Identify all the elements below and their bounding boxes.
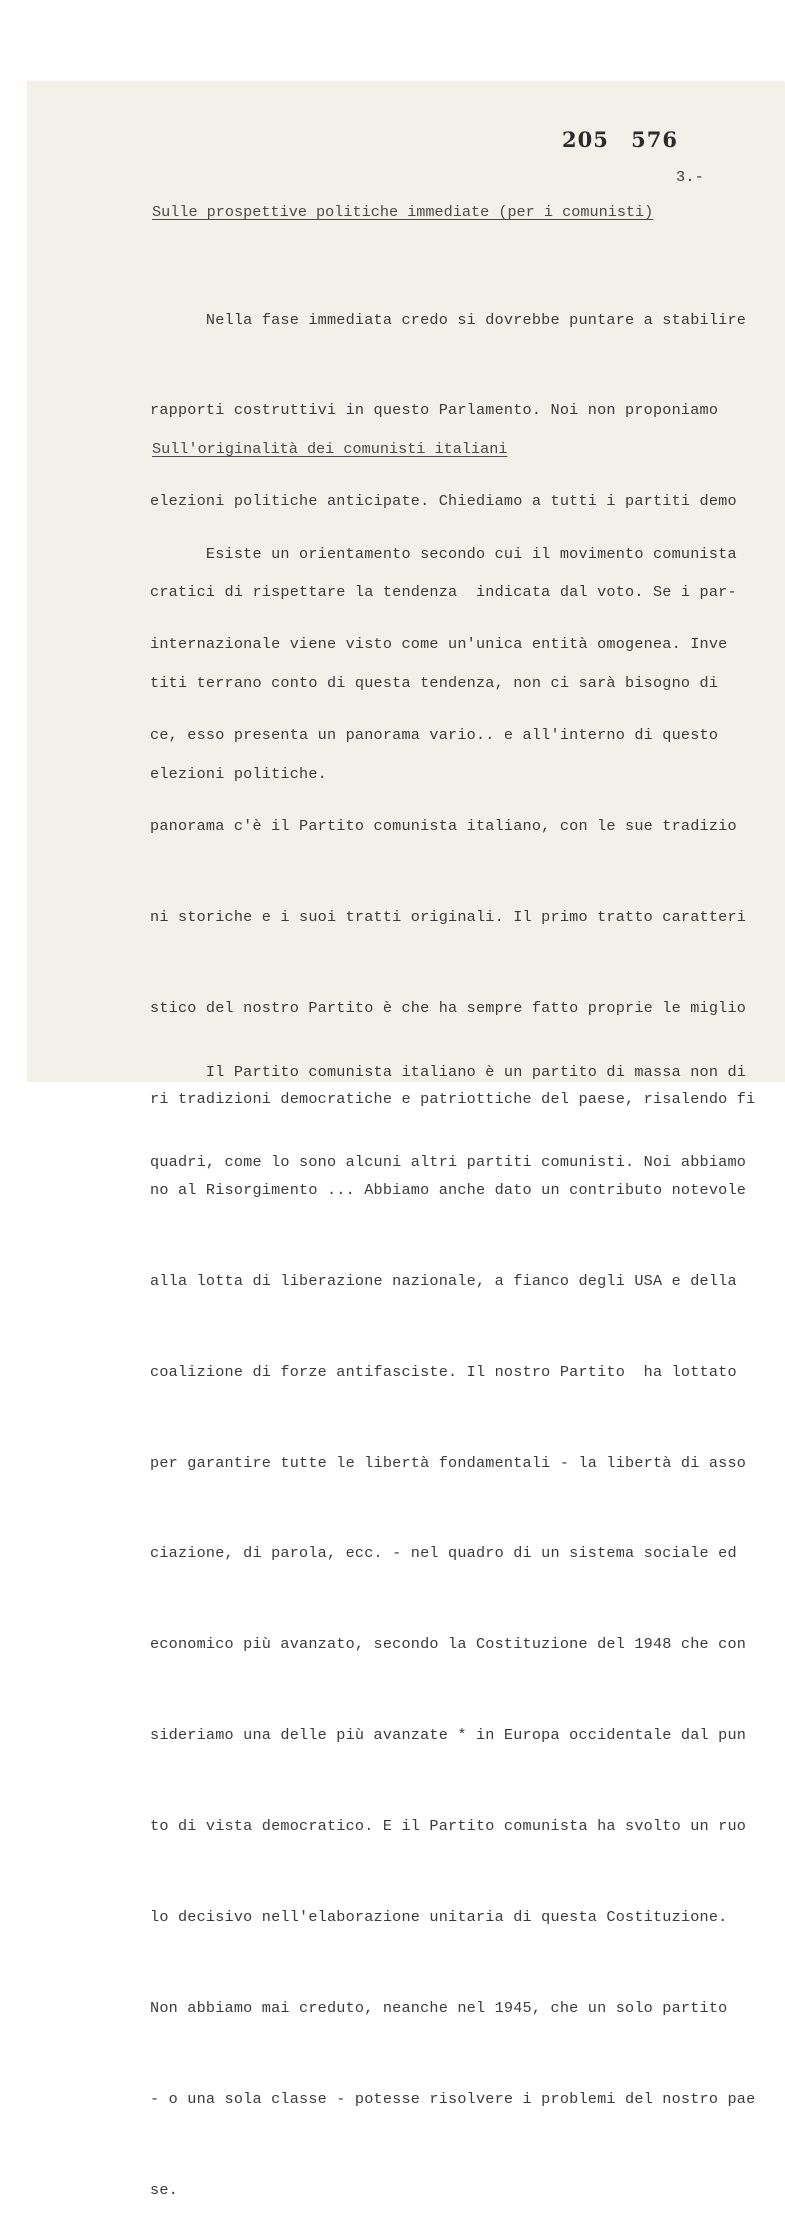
text-line: no al Risorgimento ... Abbiamo anche dato un contributo notevole <box>150 1180 747 1199</box>
text-line: internazionale viene visto come un'unica entità omogenea. Inve <box>150 635 728 654</box>
text-line: ce, esso presenta un panorama vario.. e all'interno di questo <box>150 726 719 745</box>
text-line: cratici di rispettare la tendenza indicata dal voto. Se i par- <box>150 583 737 602</box>
text-line: lo decisivo nell'elaborazione unitaria di questa Costituzione. <box>150 1907 728 1926</box>
text-line: titi terrano conto di questa tendenza, non ci sarà bisogno di <box>150 674 719 693</box>
text-line: elezioni politiche. <box>150 765 327 784</box>
text-line: Nella fase immediata credo si dovrebbe puntare a stabilire <box>150 310 747 329</box>
text-line: sideriamo una delle più avanzate * in Europa occidentale dal pun <box>150 1726 747 1745</box>
text-line: Esiste un orientamento secondo cui il movimento comunista <box>150 544 737 563</box>
text-line: quadri, come lo sono alcuni altri partiti comunisti. Noi abbiamo <box>150 1153 747 1172</box>
text-line: elezioni politiche anticipate. Chiediamo a tutti i partiti demo <box>150 492 737 511</box>
page-number: 3.- <box>676 168 704 186</box>
section-heading-prospettive: Sulle prospettive politiche immediate (per i comunisti) <box>152 203 654 221</box>
text-line: rapporti costruttivi in questo Parlamento. Noi non proponiamo <box>150 401 719 420</box>
text-line: ri tradizioni democratiche e patriottiche del paese, risalendo fi <box>150 1089 756 1108</box>
text-line: coalizione di forze antifasciste. Il nostro Partito ha lottato <box>150 1362 737 1381</box>
text-line: Non abbiamo mai creduto, neanche nel 1945, che un solo partito <box>150 1998 728 2017</box>
text-line: ni storiche e i suoi tratti originali. Il primo tratto caratteri <box>150 908 747 927</box>
text-line: to di vista democratico. E il Partito comunista ha svolto un ruo <box>150 1817 747 1836</box>
text-line: Il Partito comunista italiano è un partito di massa non di <box>150 1062 747 1081</box>
text-line: alla lotta di liberazione nazionale, a fianco degli USA e della <box>150 1271 737 1290</box>
text-line: ciazione, di parola, ecc. - nel quadro di un sistema sociale ed <box>150 1544 737 1563</box>
archive-stamp-number: 205 576 <box>562 127 678 152</box>
text-line: se. <box>150 2180 178 2199</box>
paragraph-originalita <box>150 478 755 2235</box>
text-line: stico del nostro Partito è che ha sempre fatto proprie le miglio <box>150 999 747 1018</box>
text-line: per garantire tutte le libertà fondamentali - la libertà di asso <box>150 1453 747 1472</box>
text-line: - o una sola classe - potesse risolvere i problemi del nostro pae <box>150 2089 756 2108</box>
section-heading-originalita: Sull'originalità dei comunisti italiani <box>152 440 508 458</box>
text-line: panorama c'è il Partito comunista italiano, con le sue tradizio <box>150 817 737 836</box>
text-line: economico più avanzato, secondo la Costituzione del 1948 che con <box>150 1635 747 1654</box>
paragraph-partito-di-massa <box>150 996 746 1208</box>
